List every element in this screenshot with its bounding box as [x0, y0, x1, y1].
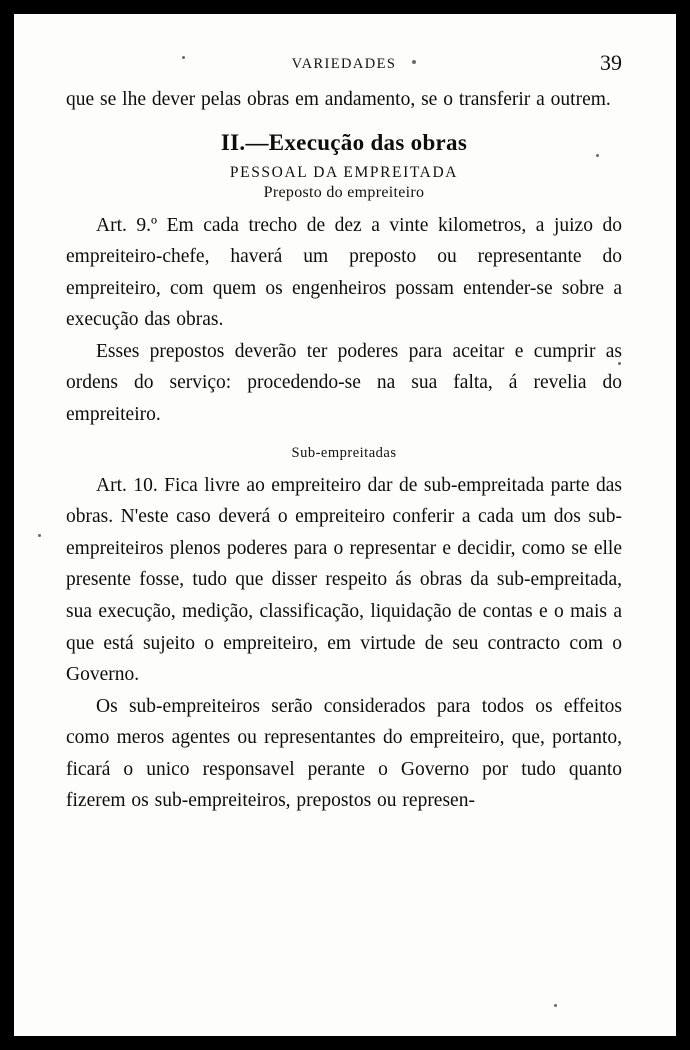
scan-speck [38, 534, 41, 537]
subheading-pessoal-da-empreitada: PESSOAL DA EMPREITADA [229, 163, 459, 181]
paragraph-art10-2: Os sub-empreiteiros serão considerados para todos os effeitos como meros agentes ou representantes do empreiteiro, que, portanto, ficará o unico responsavel perante o Governo por tudo quanto fizerem os sub-empreiteiros, prepostos ou represen- [66, 695, 622, 812]
running-title: VARIEDADES [291, 56, 397, 72]
paragraph-continuation: que se lhe dever pelas obras em andamento, se o transferir a outrem. [66, 89, 611, 110]
subheading-preposto-do-empreiteiro: Preposto do empreiteiro [263, 183, 425, 201]
running-head [66, 50, 622, 80]
subheading-sub-empreitadas: Sub-empreitadas [291, 444, 397, 461]
paragraph-art9-1: Art. 9.º Em cada trecho de dez a vinte kilometros, a juizo do empreiteiro-chefe, haverá um preposto ou representante do empreiteiro, com quem os engenheiros possam entender-se sobre a execução das obras. [66, 214, 622, 331]
paragraph-art9-2: Esses prepostos deverão ter poderes para aceitar e cumprir as ordens do serviço: procedendo-se na sua falta, á revelia do empreiteiro. [66, 340, 622, 426]
paragraph-art10-1: Art. 10. Fica livre ao empreiteiro dar de sub-empreitada parte das obras. N'este caso deverá o empreiteiro conferir a cada um dos sub-empreiteiros plenos poderes para o representar e decidir, como se elle presente fosse, tudo que disser respeito ás obras da sub-empreitada, sua execução, medição, classificação, liquidação de contas e o mais a que está sujeito o empreiteiro, em virtude de seu contracto com o Governo. [66, 474, 622, 686]
page-scan [14, 14, 676, 1036]
page-number: 39 [600, 50, 622, 75]
scan-speck [554, 1004, 557, 1007]
section-heading: II.—Execução das obras [220, 129, 468, 155]
text-block [66, 50, 622, 817]
